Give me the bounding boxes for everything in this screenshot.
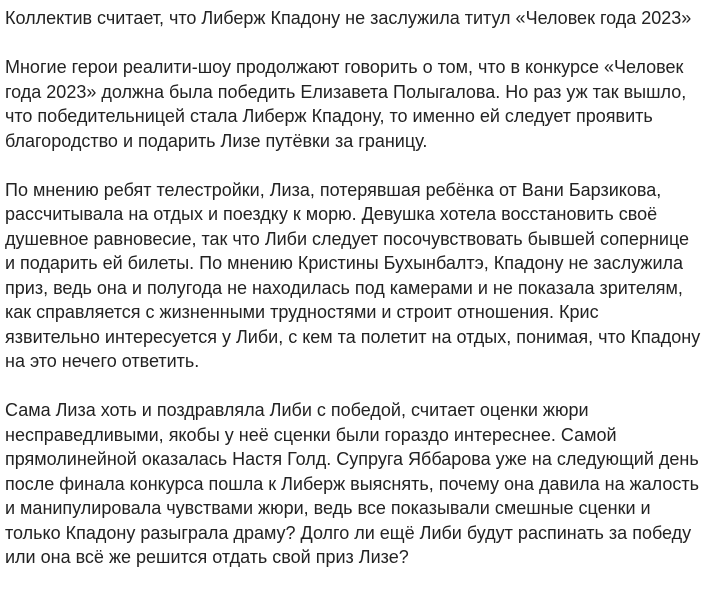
text-line: прямолинейной оказалась Настя Голд. Супруга Яббарова уже на следующий день <box>5 449 699 469</box>
text-line: язвительно интересуется у Либи, с кем та полетит на отдых, понимая, что Кпадону <box>5 326 701 347</box>
text-line: или она всё же решится отдать свой приз Лизе? <box>5 547 409 567</box>
text-line: душевное равновесие, так что Либи следует посочувствовать бывшей сопернице <box>5 228 690 249</box>
text-line: Коллектив считает, что Либерж Кпадону не заслужила титул «Человек года 2023» <box>5 8 692 28</box>
paragraph-3 <box>5 398 706 570</box>
text-line: и подарить ей билеты. По мнению Кристины Бухынбалтэ, Кпадону не заслужила <box>5 253 684 273</box>
text-line: приз, ведь она и полугода не находилась под камерами и не показала зрителям, <box>5 277 683 298</box>
paragraph-1 <box>5 55 706 153</box>
text-line: на это нечего ответить. <box>5 351 200 371</box>
text-line: после финала конкурса пошла к Либерж выяснять, почему она давила на жалость <box>5 473 699 494</box>
text-line: благородство и подарить Лизе путёвки за границу. <box>5 130 428 151</box>
text-line: года 2023» должна была победить Елизавета Полыгалова. Но раз уж так вышло, <box>5 81 687 102</box>
text-line: как справляется с жизненными трудностями и строит отношения. Крис <box>5 302 599 322</box>
text-line: только Кпадону разыграла драму? Долго ли ещё Либи будут распинать за победу <box>5 522 692 543</box>
text-line: Многие герои реалити-шоу продолжают говорить о том, что в конкурсе «Человек <box>5 57 684 77</box>
text-line: и манипулировала чувствами жюри, ведь все показывали смешные сценки и <box>5 498 651 518</box>
paragraph-2 <box>5 178 706 374</box>
text-line: что победительницей стала Либерж Кпадону, то именно ей следует проявить <box>5 106 653 126</box>
article-headline <box>5 6 706 31</box>
text-line: несправедливыми, якобы у неё сценки были гораздо интереснее. Самой <box>5 424 617 445</box>
text-line: рассчитывала на отдых и поездку к морю. Девушка хотела восстановить своё <box>5 204 658 224</box>
text-line: Сама Лиза хоть и поздравляла Либи с победой, считает оценки жюри <box>5 400 589 420</box>
text-line: По мнению ребят телестройки, Лиза, потерявшая ребёнка от Вани Барзикова, <box>5 179 662 200</box>
